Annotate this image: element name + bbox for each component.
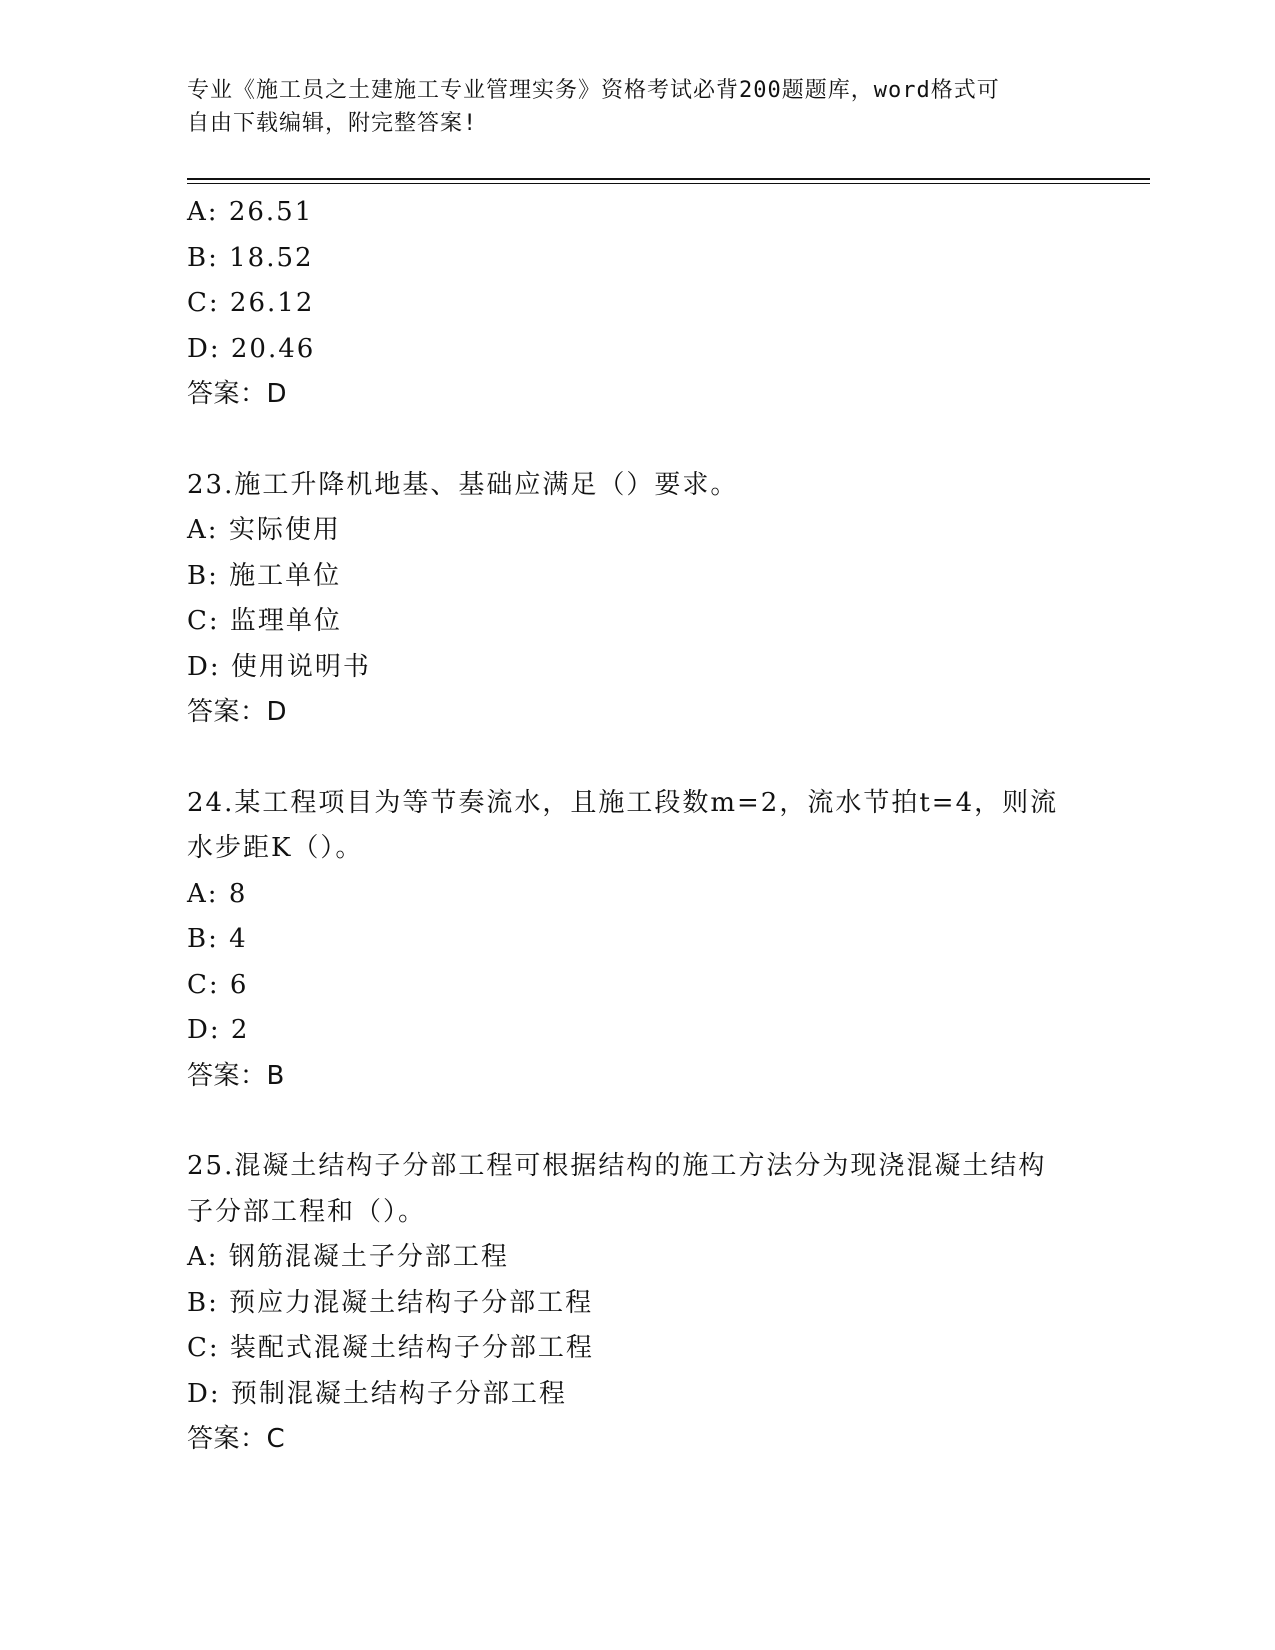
spacer xyxy=(187,736,1147,781)
option-b xyxy=(187,1281,1147,1327)
option-label: C: xyxy=(187,969,220,1000)
question-stem-line-2: 水步距K（）。 xyxy=(187,833,364,863)
question-22-continued xyxy=(187,190,1147,418)
header-line-2: 自由下载编辑，附完整答案! xyxy=(187,111,478,136)
option-text: 施工单位 xyxy=(229,560,342,591)
option-label: B: xyxy=(187,560,219,591)
option-d xyxy=(187,327,1147,373)
option-label: A: xyxy=(187,1242,219,1272)
question-24 xyxy=(187,781,1147,1100)
question-23 xyxy=(187,463,1147,736)
option-a xyxy=(187,872,1147,918)
option-text: 26.51 xyxy=(228,197,314,227)
answer-line: 答案：D xyxy=(187,697,288,727)
spacer xyxy=(187,418,1147,463)
option-label: C: xyxy=(187,288,220,318)
option-c xyxy=(187,599,1147,645)
option-d xyxy=(187,645,1147,691)
option-text: 预应力混凝土结构子分部工程 xyxy=(229,1287,594,1318)
option-label: D: xyxy=(187,333,221,364)
option-label: D: xyxy=(187,1378,221,1409)
option-text: 预制混凝土结构子分部工程 xyxy=(230,1378,567,1409)
option-label: A: xyxy=(187,515,219,545)
answer-line: 答案：D xyxy=(187,379,288,409)
option-label: B: xyxy=(187,242,219,273)
option-text: 实际使用 xyxy=(228,515,341,545)
option-label: B: xyxy=(187,1287,219,1318)
option-text: 8 xyxy=(228,878,248,909)
question-stem-line-1: 25.混凝土结构子分部工程可根据结构的施工方法分为现浇混凝土结构 xyxy=(187,1151,1047,1181)
question-stem-line-1: 24.某工程项目为等节奏流水，且施工段数m=2，流水节拍t=4，则流 xyxy=(187,787,1059,818)
option-c xyxy=(187,1326,1147,1372)
option-text: 2 xyxy=(230,1015,250,1045)
document-content xyxy=(187,190,1147,1463)
option-label: C: xyxy=(187,1333,220,1363)
option-a xyxy=(187,1235,1147,1281)
question-stem: 23.施工升降机地基、基础应满足（）要求。 xyxy=(187,469,739,500)
option-label: D: xyxy=(187,1015,221,1045)
answer-line: 答案：C xyxy=(187,1424,286,1454)
question-25 xyxy=(187,1144,1147,1463)
option-text: 装配式混凝土结构子分部工程 xyxy=(229,1333,594,1363)
header-rule-thin xyxy=(187,183,1150,184)
question-stem-line-2: 子分部工程和（）。 xyxy=(187,1196,427,1227)
spacer xyxy=(187,1099,1147,1144)
option-c xyxy=(187,963,1147,1009)
option-label: D: xyxy=(187,651,221,682)
option-b xyxy=(187,236,1147,282)
document-header xyxy=(187,74,1087,140)
option-c xyxy=(187,281,1147,327)
answer-line: 答案：B xyxy=(187,1060,285,1091)
option-text: 20.46 xyxy=(230,333,316,364)
option-text: 26.12 xyxy=(229,288,315,318)
option-a xyxy=(187,508,1147,554)
header-line-1: 专业《施工员之土建施工专业管理实务》资格考试必背200题题库，word格式可 xyxy=(187,78,1000,103)
option-label: C: xyxy=(187,606,220,636)
option-label: A: xyxy=(187,878,219,909)
option-text: 钢筋混凝土子分部工程 xyxy=(228,1242,509,1272)
header-rule-thick xyxy=(187,178,1150,180)
option-a xyxy=(187,190,1147,236)
option-text: 监理单位 xyxy=(229,606,342,636)
option-text: 18.52 xyxy=(229,242,314,273)
option-d xyxy=(187,1372,1147,1418)
option-b xyxy=(187,917,1147,963)
option-text: 6 xyxy=(229,969,249,1000)
option-text: 4 xyxy=(229,924,248,954)
option-d xyxy=(187,1008,1147,1054)
option-label: A: xyxy=(187,197,219,227)
option-text: 使用说明书 xyxy=(230,651,371,682)
option-b xyxy=(187,554,1147,600)
option-label: B: xyxy=(187,924,219,954)
